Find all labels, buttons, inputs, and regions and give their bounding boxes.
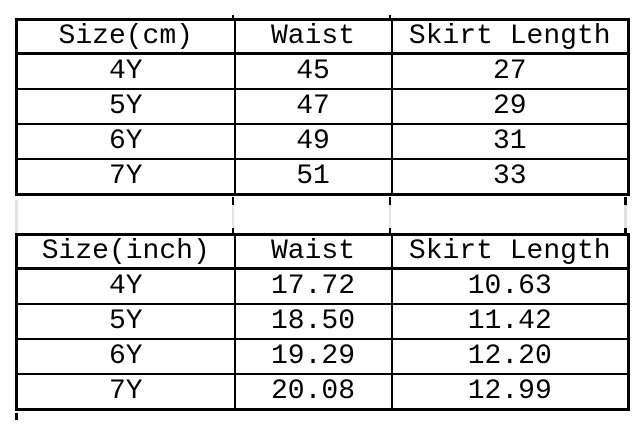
- col-header-skirt-length: Skirt Length: [392, 20, 629, 54]
- cell-skirt-length: 12.99: [392, 374, 629, 410]
- col-header-skirt-length: Skirt Length: [392, 235, 629, 269]
- cell-size: 5Y: [17, 89, 235, 124]
- table-row: [17, 374, 629, 410]
- size-chart-cm-table: [15, 18, 630, 196]
- col-header-size-inch: Size(inch): [17, 235, 235, 269]
- table-row: [17, 304, 629, 339]
- size-chart-inch-table: [15, 233, 630, 411]
- cell-waist: 47: [235, 89, 392, 124]
- cell-skirt-length: 33: [392, 159, 629, 195]
- gridline-vertical: [15, 200, 18, 233]
- cell-size: 6Y: [17, 339, 235, 374]
- border-stub: [389, 228, 391, 236]
- border-stub: [15, 413, 18, 420]
- header-row: [17, 20, 629, 54]
- cell-waist: 45: [235, 54, 392, 90]
- col-header-waist: Waist: [235, 20, 392, 54]
- table-row: [17, 269, 629, 305]
- cell-skirt-length: 27: [392, 54, 629, 90]
- cell-waist: 20.08: [235, 374, 392, 410]
- cell-waist: 49: [235, 124, 392, 159]
- border-stub: [624, 197, 627, 205]
- cell-size: 6Y: [17, 124, 235, 159]
- table-row: [17, 54, 629, 90]
- table-row: [17, 124, 629, 159]
- cell-waist: 51: [235, 159, 392, 195]
- cell-skirt-length: 31: [392, 124, 629, 159]
- cell-skirt-length: 12.20: [392, 339, 629, 374]
- border-stub: [389, 197, 391, 205]
- cell-size: 5Y: [17, 304, 235, 339]
- cell-size: 7Y: [17, 159, 235, 195]
- header-row: [17, 235, 629, 269]
- cell-skirt-length: 10.63: [392, 269, 629, 305]
- cell-size: 7Y: [17, 374, 235, 410]
- cell-skirt-length: 29: [392, 89, 629, 124]
- cell-skirt-length: 11.42: [392, 304, 629, 339]
- col-header-size-cm: Size(cm): [17, 20, 235, 54]
- table-row: [17, 339, 629, 374]
- table-row: [17, 159, 629, 195]
- cell-size: 4Y: [17, 269, 235, 305]
- border-stub: [232, 15, 234, 21]
- grid-gap: [15, 200, 627, 233]
- cell-size: 4Y: [17, 54, 235, 90]
- cell-waist: 18.50: [235, 304, 392, 339]
- col-header-waist: Waist: [235, 235, 392, 269]
- cell-waist: 17.72: [235, 269, 392, 305]
- cell-waist: 19.29: [235, 339, 392, 374]
- table-row: [17, 89, 629, 124]
- border-stub: [389, 15, 391, 21]
- border-stub: [232, 197, 234, 205]
- border-stub: [232, 228, 234, 236]
- border-stub: [624, 228, 627, 236]
